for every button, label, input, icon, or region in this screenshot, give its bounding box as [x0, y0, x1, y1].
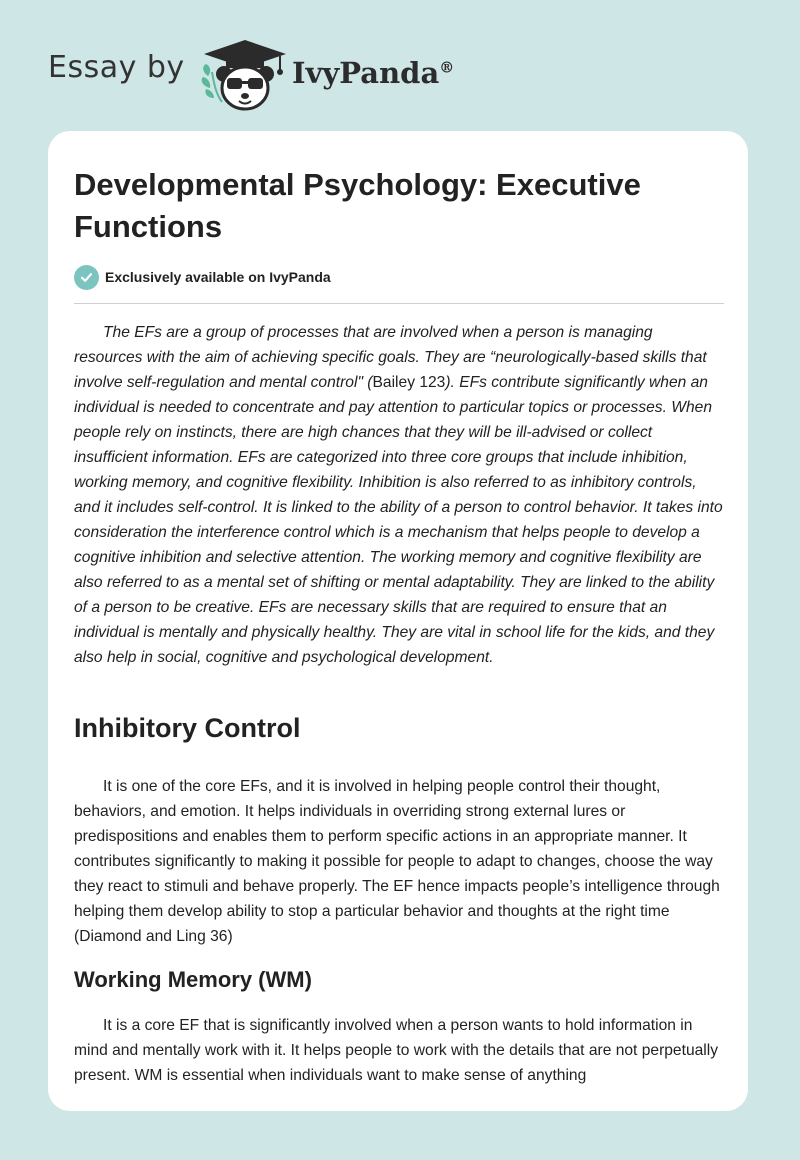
site-header	[0, 0, 800, 130]
essay-card	[48, 131, 748, 1111]
section-heading-working-memory: Working Memory (WM)	[74, 967, 312, 992]
essay-by-label: Essay by	[48, 50, 185, 85]
registered-mark: ®	[439, 58, 455, 77]
intro-text-part2: ). EFs contribute significantly when an individual is needed to concentrate and pay attention to particular topics or processes. When people rely on instincts, there are high chances that they will be ill-advised or collect insufficient information. EFs are categorized into three core groups that include inhibition, working memory, and cognitive flexibility. Inhibition is also referred to as inhibitory controls, and it includes self-control. It is linked to the ability of a person to control behavior. It takes into consideration the interference control which is a mechanism that helps people to develop a cognitive inhibition and selective attention. The working memory and cognitive flexibility are also referred to as a mental set of shifting or mental adaptability. They are linked to the ability of a person to be creative. EFs are necessary skills that are required to ensure that an individual is mentally and physically healthy. They are vital in school life for the kids, and they also help in social, cognitive and psychological development.	[74, 374, 723, 666]
title-divider	[74, 303, 724, 304]
badge-label: Exclusively available on IvyPanda	[105, 269, 331, 285]
brand-text: IvyPanda	[292, 56, 440, 90]
exclusive-badge	[74, 264, 331, 290]
working-memory-paragraph: It is a core EF that is significantly involved when a person wants to hold information in mind and mentally work with it. It helps people to work with the details that are not perpetually present. WM is essential when individuals want to make sense of anything	[74, 1017, 719, 1084]
panda-logo-icon[interactable]	[200, 36, 290, 117]
intro-citation: Bailey 123	[372, 374, 446, 391]
inhibitory-control-paragraph: It is one of the core EFs, and it is involved in helping people control their thought, behaviors, and emotion. It helps individuals in overriding strong external lures or predispositions and enables them to perform specific actions in an appropriate manner. It contributes significantly to making it possible for people to adapt to changes, choose the way they react to stimuli and behave properly. The EF hence impacts people’s intelligence through helping them develop ability to stop a particular behavior and thoughts at the right time (Diamond and Ling 36)	[74, 778, 720, 945]
section-heading-inhibitory-control: Inhibitory Control	[74, 713, 301, 743]
intro-paragraph	[74, 320, 724, 670]
intro-text-part1: The EFs are a group of processes that are involved when a person is managing resources with the aim of achieving specific goals. They are “neurologically-based skills that involve self-regulation and mental control" (	[74, 324, 707, 391]
check-circle-icon	[74, 265, 99, 290]
brand-name[interactable]	[292, 56, 454, 90]
page-title: Developmental Psychology: Executive Functions	[74, 167, 641, 244]
